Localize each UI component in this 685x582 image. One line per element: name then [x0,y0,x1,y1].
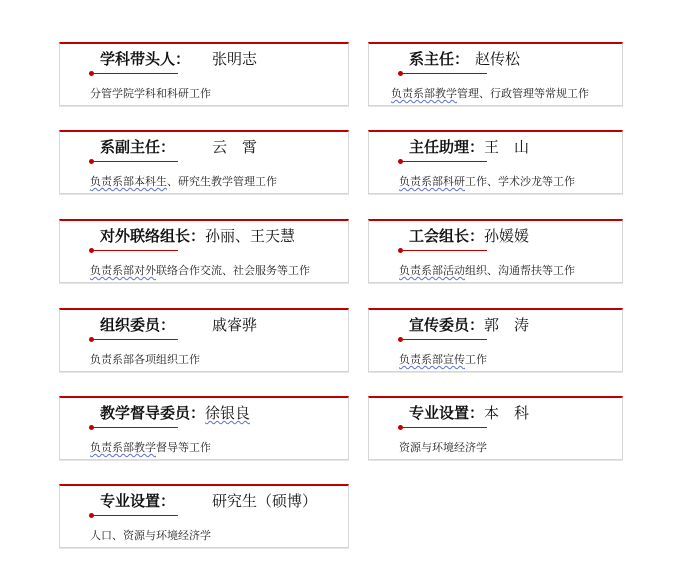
duty-description: 负责系部宣传工作 [399,353,487,366]
red-divider [401,339,487,340]
major-level: 研究生（硕博） [212,492,318,510]
red-divider [92,250,178,251]
role-label: 组织委员： [100,316,176,334]
person-name: 孙丽、王天慧 [205,227,296,245]
staff-card [368,130,623,194]
card-heading [60,48,257,70]
card-heading [369,136,529,158]
duty-description: 负责系部活动组织、沟通帮扶等工作 [399,264,575,277]
card-heading [60,402,250,424]
red-divider [92,515,178,516]
role-label: 对外联络组长： [100,227,206,245]
duty-description: 负责系部对外联络合作交流、社会服务等工作 [90,264,310,277]
duty-description: 负责系部教学管理、行政管理等常规工作 [391,87,589,100]
staff-card [59,308,349,372]
staff-card [59,42,349,106]
role-label: 工会组长： [409,227,485,245]
staff-card [59,130,349,194]
card-heading [369,48,520,70]
red-divider [401,73,487,74]
staff-card [368,219,623,283]
card-heading [60,314,257,336]
person-name: 张明志 [212,50,258,68]
staff-card [368,42,623,106]
staff-card [59,396,349,460]
staff-card [59,219,349,283]
duty-description: 负责系部各项组织工作 [90,353,200,366]
card-heading [369,225,529,247]
person-name: 孙媛媛 [484,227,530,245]
card-heading [369,402,529,424]
major-description: 人口、资源与环境经济学 [90,529,211,542]
card-heading [60,136,257,158]
red-divider [401,161,487,162]
staff-card [59,484,349,548]
red-divider [92,339,178,340]
card-heading [60,225,295,247]
role-label: 专业设置： [100,492,176,510]
person-name: 戚睿骅 [212,316,258,334]
role-label: 教学督导委员： [100,404,206,422]
person-name: 郭 涛 [484,316,530,334]
red-divider [92,73,178,74]
role-label: 系副主任： [100,138,176,156]
role-label: 学科带头人： [100,50,191,68]
staff-card [368,396,623,460]
duty-description: 负责系部教学督导等工作 [90,441,211,454]
role-label: 宣传委员： [409,316,485,334]
red-divider [401,427,487,428]
red-divider [92,161,178,162]
person-name: 王 山 [484,138,530,156]
person-name: 赵传松 [475,50,521,68]
role-label: 系主任： [409,50,470,68]
red-divider [92,427,178,428]
person-name: 云 霄 [212,138,258,156]
role-label: 主任助理： [409,138,485,156]
person-name: 徐银良 [205,404,251,422]
duty-description: 负责系部科研工作、学术沙龙等工作 [399,175,575,188]
role-label: 专业设置： [409,404,485,422]
card-heading [60,490,317,512]
staff-card [368,308,623,372]
major-level: 本 科 [484,404,530,422]
red-divider [401,250,487,251]
major-description: 资源与环境经济学 [399,441,487,454]
duty-description: 分管学院学科和科研工作 [90,87,211,100]
duty-description: 负责系部本科生、研究生教学管理工作 [90,175,277,188]
card-heading [369,314,529,336]
